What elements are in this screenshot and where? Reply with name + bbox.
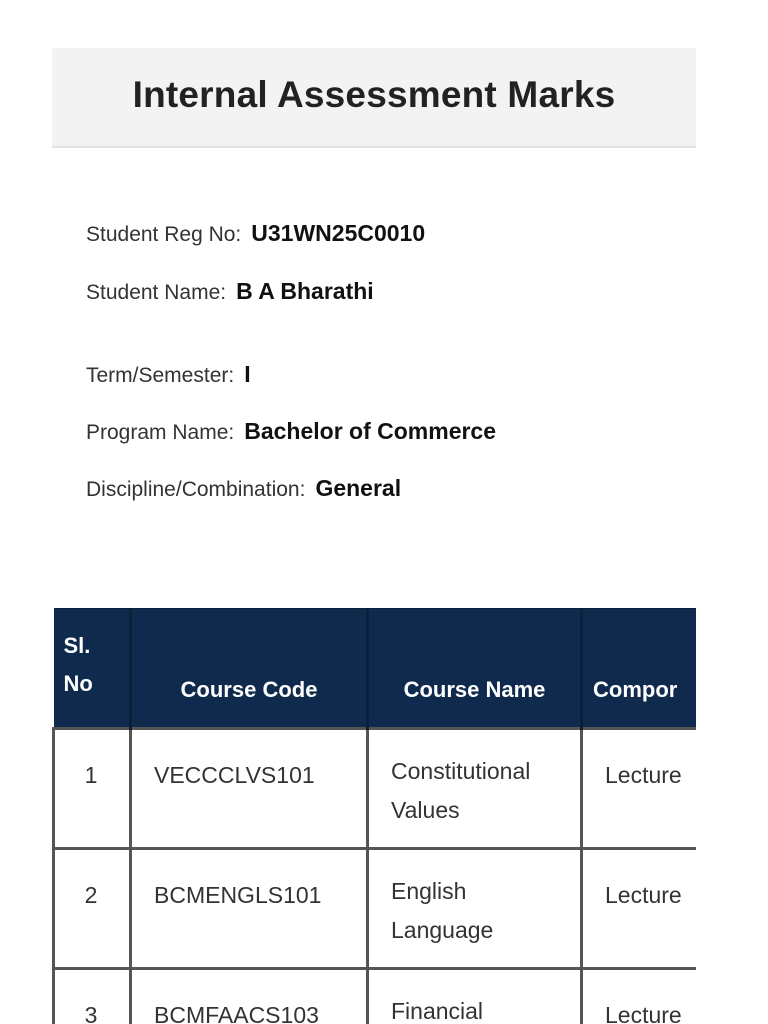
term-row: [86, 361, 251, 388]
table-header-row: [54, 609, 697, 729]
table-row: [54, 969, 697, 1024]
cell-sl-no: 3: [54, 969, 131, 1024]
program-value: Bachelor of Commerce: [244, 418, 497, 444]
cell-component: Lecture: [582, 969, 697, 1024]
reg-no-label: Student Reg No:: [86, 223, 242, 246]
table-row: [54, 849, 697, 969]
table-row: [54, 729, 697, 849]
cell-course-name: Financial: [368, 969, 582, 1024]
discipline-label: Discipline/Combination:: [86, 478, 306, 501]
cell-course-code: BCMFAACS103: [131, 969, 368, 1024]
column-header-sl-no: [54, 609, 131, 729]
cell-sl-no: 1: [54, 729, 131, 849]
marks-table-container[interactable]: [52, 608, 696, 1024]
reg-no-row: [86, 220, 425, 247]
page-header: [52, 48, 696, 148]
program-label: Program Name:: [86, 421, 235, 444]
page-title: Internal Assessment Marks: [132, 74, 616, 115]
cell-course-name: English Language: [368, 849, 582, 969]
cell-course-code: VECCCLVS101: [131, 729, 368, 849]
column-header-sl-no-label: Sl. No: [63, 633, 93, 696]
column-header-course-name: Course Name: [368, 609, 582, 729]
cell-component: Lecture: [582, 729, 697, 849]
student-name-label: Student Name:: [86, 281, 227, 304]
term-value: I: [244, 361, 251, 387]
reg-no-value: U31WN25C0010: [251, 220, 426, 246]
cell-course-code: BCMENGLS101: [131, 849, 368, 969]
cell-component: Lecture: [582, 849, 697, 969]
student-name-value: B A Bharathi: [236, 278, 374, 304]
term-label: Term/Semester:: [86, 364, 235, 387]
program-row: [86, 418, 496, 445]
cell-sl-no: 2: [54, 849, 131, 969]
column-header-course-code: Course Code: [131, 609, 368, 729]
column-header-component: Compor: [582, 609, 697, 729]
discipline-value: General: [315, 475, 402, 501]
discipline-row: [86, 475, 401, 502]
cell-course-name: Constitutional Values: [368, 729, 582, 849]
marks-table: [52, 608, 696, 1024]
student-name-row: [86, 278, 374, 305]
